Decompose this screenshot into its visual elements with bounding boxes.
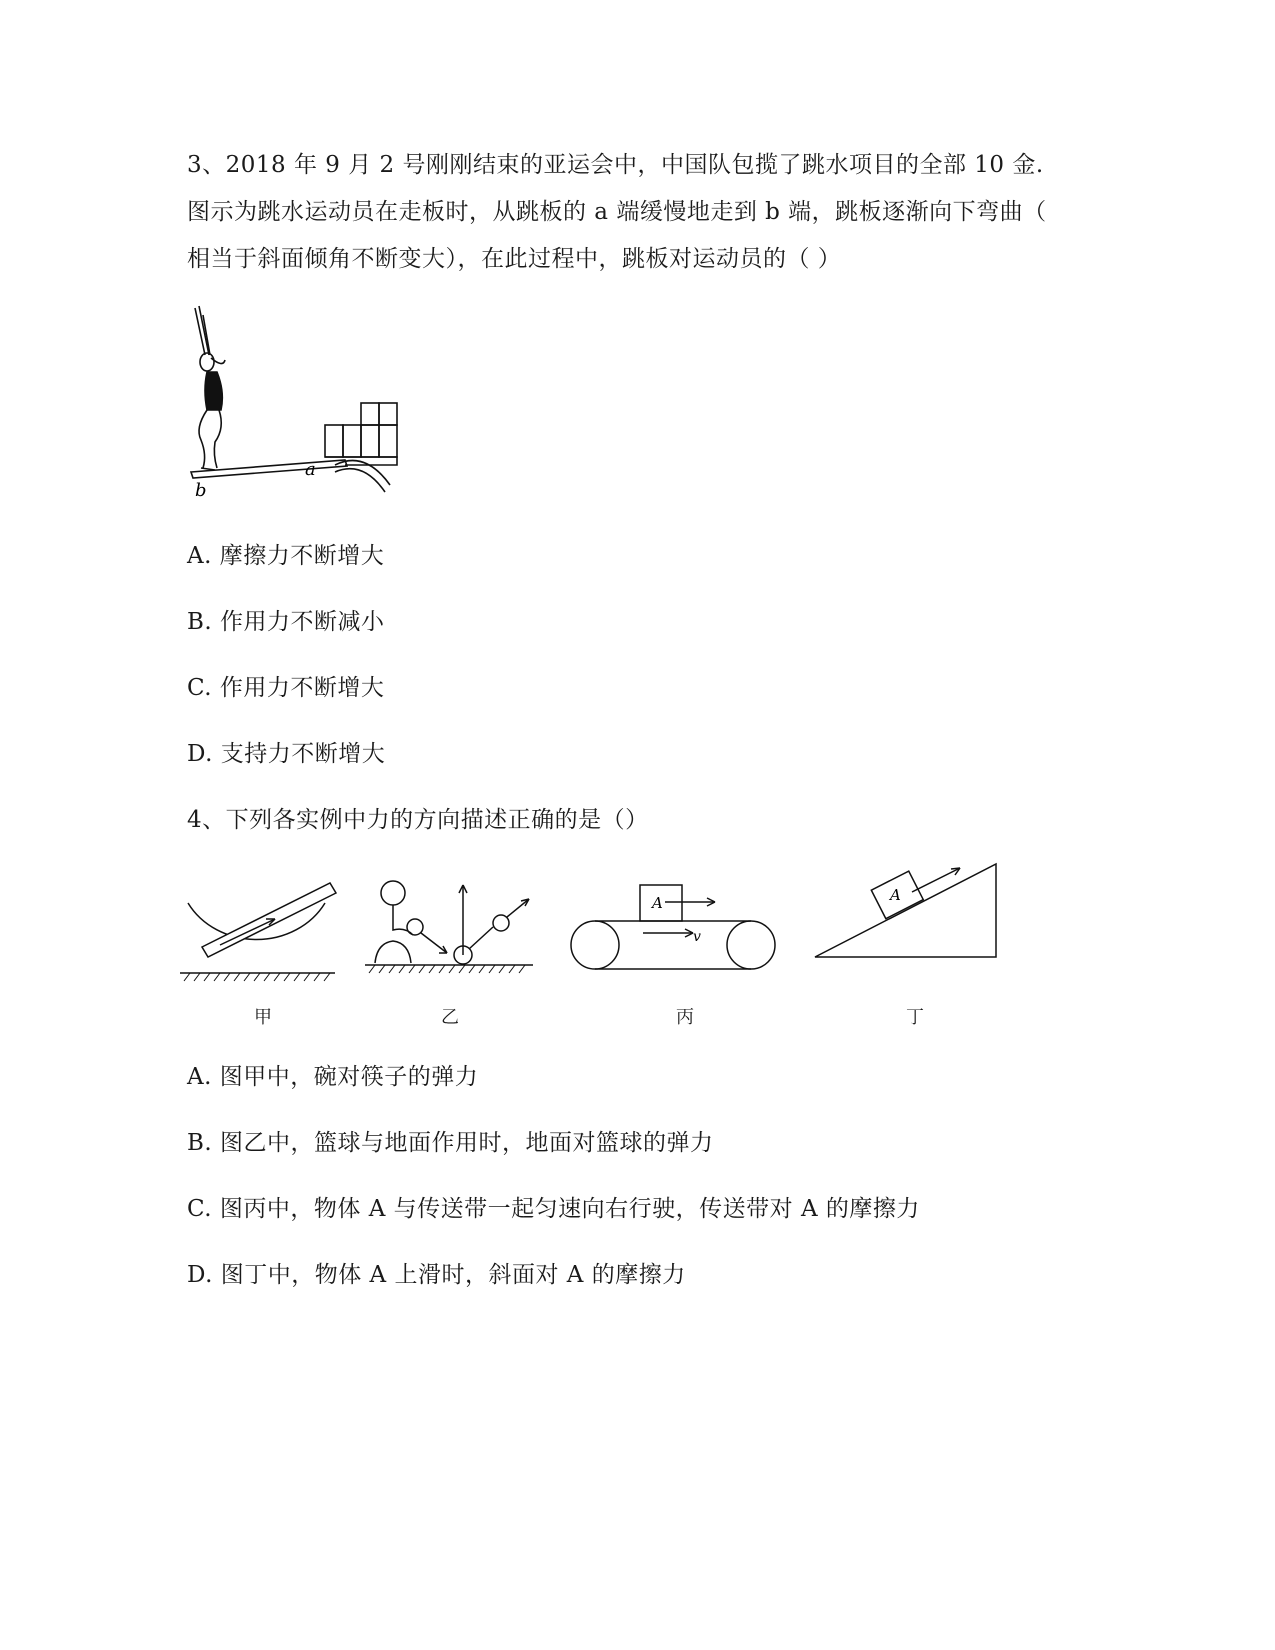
q4-option-d: D. 图丁中，物体 A 上滑时，斜面对 A 的摩擦力	[187, 1262, 686, 1288]
q4-option-a: A. 图甲中，碗对筷子的弹力	[187, 1064, 479, 1090]
caption-yi: 乙	[441, 1007, 459, 1028]
q3-stem-line-3: 相当于斜面倾角不断变大），在此过程中，跳板对运动员的（ ）	[187, 246, 842, 272]
bowl-chopstick-figure	[180, 875, 350, 985]
q3-option-d: D. 支持力不断增大	[187, 741, 386, 767]
label-a: a	[305, 459, 316, 480]
incline-figure	[810, 860, 1005, 965]
basketball-figure	[365, 875, 540, 985]
diving-board-figure	[185, 300, 415, 505]
q3-stem-line-1: 3、2018 年 9 月 2 号刚刚结束的亚运会中，中国队包揽了跳水项目的全部 10 金.	[187, 152, 1044, 178]
caption-jia: 甲	[254, 1007, 272, 1028]
q3-stem-line-2: 图示为跳水运动员在走板时，从跳板的 a 端缓慢地走到 b 端，跳板逐渐向下弯曲（	[187, 199, 1047, 225]
q3-option-c: C. 作用力不断增大	[187, 675, 385, 701]
caption-bing: 丙	[676, 1007, 694, 1028]
incline-block-label: A	[890, 886, 901, 904]
q4-option-b: B. 图乙中，篮球与地面作用时，地面对篮球的弹力	[187, 1130, 714, 1156]
conveyor-belt-figure	[565, 875, 785, 975]
q4-stem: 4、下列各实例中力的方向描述正确的是（）	[187, 807, 649, 833]
label-b: b	[195, 480, 207, 501]
q3-option-b: B. 作用力不断减小	[187, 609, 385, 635]
q3-option-a: A. 摩擦力不断增大	[187, 543, 385, 569]
q4-option-c: C. 图丙中，物体 A 与传送带一起匀速向右行驶，传送带对 A 的摩擦力	[187, 1196, 920, 1222]
caption-ding: 丁	[906, 1007, 924, 1028]
belt-block-label: A	[652, 894, 663, 912]
belt-velocity-label: v	[693, 929, 701, 945]
